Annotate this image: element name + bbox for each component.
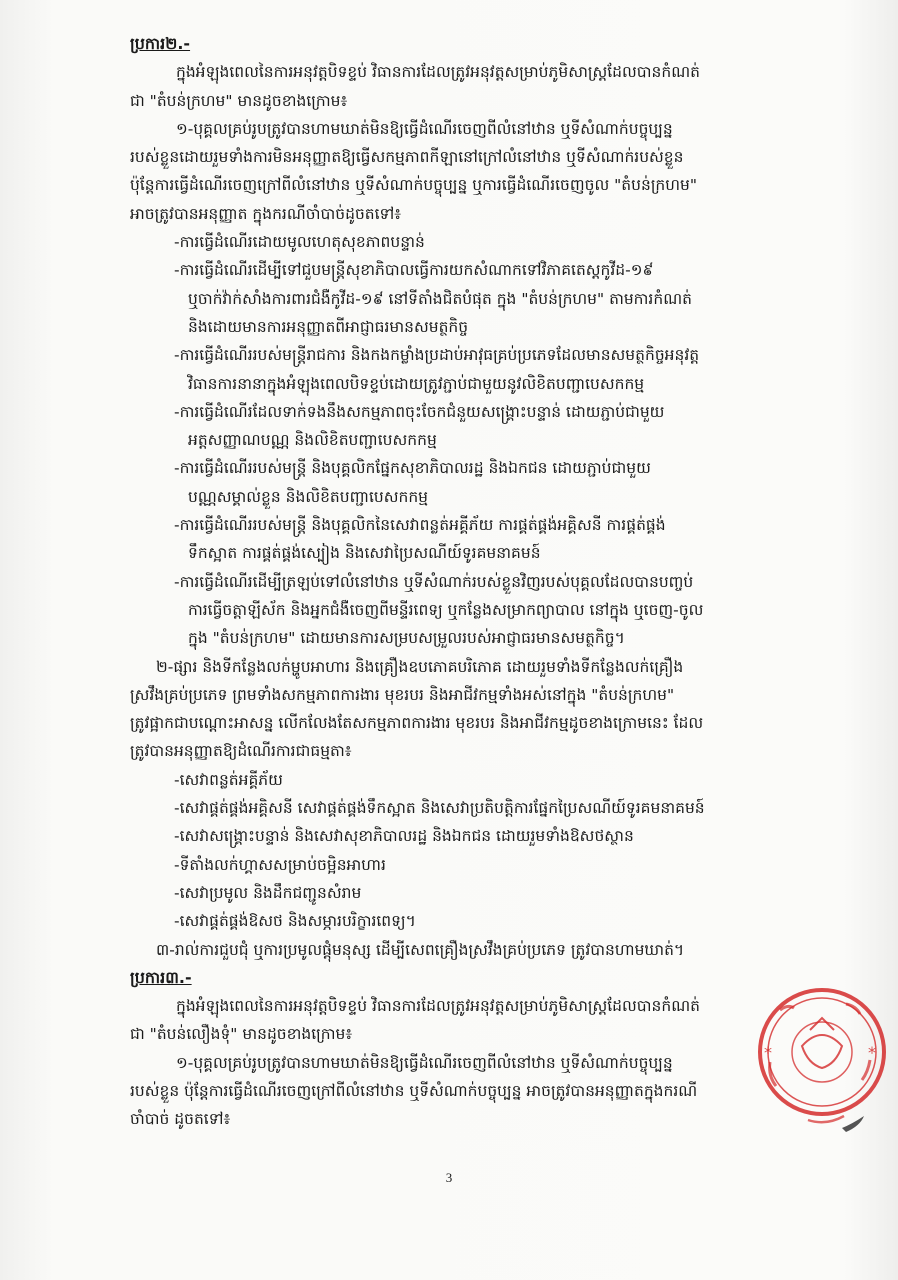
paragraph-line: អាចត្រូវបានអនុញ្ញាត ក្នុងករណីចាំបាច់ដូចតទៅ៖ bbox=[130, 204, 402, 223]
list-item: -សេវាពន្លត់អគ្គីភ័យ bbox=[174, 770, 283, 789]
paragraph-line: ១-បុគ្គលគ្រប់រូបត្រូវបានហាមឃាត់មិនឱ្យធ្វើដំណើរចេញពីលំនៅឋាន ឬទីសំណាក់បច្ចុប្បន្ន bbox=[176, 119, 673, 138]
list-item: -សេវាផ្គត់ផ្គង់ឱសថ និងសម្ភារបរិក្ខារពេទ្យ។ bbox=[174, 912, 416, 931]
paragraph-line: ប៉ុន្តែការធ្វើដំណើរចេញក្រៅពីលំនៅឋាន ឬទីសំណាក់បច្ចុប្បន្ន ឬការធ្វើដំណើរចេញចូល "តំបន់ក្រហម" bbox=[130, 176, 697, 195]
svg-text:*: * bbox=[764, 1043, 772, 1062]
list-item-continuation: វិធានការនានាក្នុងអំឡុងពេលបិទខ្ទប់ដោយត្រូវភ្ជាប់ជាមួយនូវលិខិតបញ្ជាបេសកកម្ម bbox=[188, 374, 645, 393]
list-item-continuation: បណ្ណសម្គាល់ខ្លួន និងលិខិតបញ្ជាបេសកកម្ម bbox=[188, 487, 429, 506]
document-body bbox=[130, 30, 842, 1134]
list-item-continuation: ការធ្វើចត្តាឡីស័ក និងអ្នកជំងឺចេញពីមន្ទីរពេទ្យ ឬកន្លែងសម្រាកព្យាបាល នៅក្នុង ឬចេញ-ចូល bbox=[188, 600, 704, 619]
official-seal-stamp bbox=[750, 970, 890, 1145]
article-2-heading: ប្រការ២.- bbox=[130, 34, 191, 53]
paragraph-line: ស្រវឹងគ្រប់ប្រភេទ ព្រមទាំងសកម្មភាពការងារ មុខរបរ និងអាជីវកម្មទាំងអស់នៅក្នុង "តំបន់ក្រហម" bbox=[130, 685, 675, 704]
list-item: -សេវាប្រមូល និងដឹកជញ្ជូនសំរាម bbox=[174, 883, 362, 902]
list-item-continuation: ទឹកស្អាត ការផ្គត់ផ្គង់ស្បៀង និងសេវាប្រៃសណីយ៍ទូរគមនាគមន៍ bbox=[188, 544, 541, 563]
list-item: -សេវាសង្គ្រោះបន្ទាន់ និងសេវាសុខាភិបាលរដ្ឋ និងឯកជន ដោយរួមទាំងឱសថស្ថាន bbox=[174, 827, 634, 846]
paragraph-line: ក្នុងអំឡុងពេលនៃការអនុវត្តបិទខ្ទប់ វិធានការដែលត្រូវអនុវត្តសម្រាប់ភូមិសាស្ត្រដែលបានកំណត់ bbox=[176, 63, 700, 82]
list-item-continuation: ក្នុង "តំបន់ក្រហម" ដោយមានការសម្របសម្រួលរបស់អាជ្ញាធរមានសមត្ថកិច្ច។ bbox=[188, 629, 625, 648]
page-number: 3 bbox=[445, 1170, 453, 1185]
paragraph-line: របស់ខ្លួន ប៉ុន្តែការធ្វើដំណើរចេញក្រៅពីលំនៅឋាន ឬទីសំណាក់បច្ចុប្បន្ន អាចត្រូវបានអនុញ្ញាតក្នុងករណី bbox=[130, 1081, 698, 1100]
paragraph-line: ក្នុងអំឡុងពេលនៃការអនុវត្តបិទខ្ទប់ វិធានការដែលត្រូវអនុវត្តសម្រាប់ភូមិសាស្ត្រដែលបានកំណត់ bbox=[176, 997, 700, 1016]
svg-text:*: * bbox=[868, 1043, 876, 1062]
paragraph-line: ២-ផ្សារ និងទីកន្លែងលក់ម្ហូបអាហារ និងគ្រឿងឧបភោគបរិភោគ ដោយរួមទាំងទីកន្លែងលក់គ្រឿង bbox=[156, 657, 684, 676]
list-item: -ការធ្វើដំណើររបស់មន្ត្រីរាជការ និងកងកម្លាំងប្រដាប់អាវុធគ្រប់ប្រភេទដែលមានសមត្ថកិច្ចអនុវត្ត bbox=[174, 346, 700, 365]
list-item: -ការធ្វើដំណើររបស់មន្ត្រី និងបុគ្គលិកផ្នែកសុខាភិបាលរដ្ឋ និងឯកជន ដោយភ្ជាប់ជាមួយ bbox=[174, 459, 651, 478]
list-item-continuation: និងដោយមានការអនុញ្ញាតពីអាជ្ញាធរមានសមត្ថកិច្ច bbox=[188, 317, 469, 336]
paragraph-line: ៣-រាល់ការជួបជុំ ឬការប្រមូលផ្ដុំមនុស្ស ដើម្បីសេពគ្រឿងស្រវឹងគ្រប់ប្រភេទ ត្រូវបានហាមឃាត់។ bbox=[156, 940, 685, 959]
list-item: -ការធ្វើដំណើររបស់មន្ត្រី និងបុគ្គលិកនៃសេវាពន្លត់អគ្គីភ័យ ការផ្គត់ផ្គង់អគ្គិសនី ការផ្គត់ផ្គង់ bbox=[174, 516, 666, 535]
list-item: -ការធ្វើដំណើរដើម្បីត្រឡប់ទៅលំនៅឋាន ឬទីសំណាក់របស់ខ្លួនវិញរបស់បុគ្គលដែលបានបញ្ចប់ bbox=[174, 572, 694, 591]
paragraph-line: ចាំបាច់ ដូចតទៅ៖ bbox=[130, 1110, 231, 1129]
paragraph-line: ជា "តំបន់ក្រហម" មានដូចខាងក្រោម៖ bbox=[130, 91, 348, 110]
list-item: -ការធ្វើដំណើរដែលទាក់ទងនឹងសកម្មភាពចុះចែកជំនួយសង្គ្រោះបន្ទាន់ ដោយភ្ជាប់ជាមួយ bbox=[174, 402, 665, 421]
list-item-continuation: អត្តសញ្ញាណបណ្ណ និងលិខិតបញ្ជាបេសកកម្ម bbox=[188, 431, 437, 450]
article-3-heading: ប្រការ៣.- bbox=[130, 967, 192, 987]
list-item-continuation: ឬចាក់វ៉ាក់សាំងការពារជំងឺកូវីដ-១៩ នៅទីតាំងជិតបំផុត ក្នុង "តំបន់ក្រហម" តាមការកំណត់ bbox=[188, 289, 692, 308]
paragraph-line: ត្រូវផ្អាកជាបណ្ដោះអាសន្ន លើកលែងតែសកម្មភាពការងារ មុខរបរ និងអាជីវកម្មដូចខាងក្រោមនេះ ដែល bbox=[130, 714, 704, 733]
paragraph-line: ១-បុគ្គលគ្រប់រូបត្រូវបានហាមឃាត់មិនឱ្យធ្វើដំណើរចេញពីលំនៅឋាន ឬទីសំណាក់បច្ចុប្បន្ន bbox=[176, 1053, 673, 1072]
list-item: -សេវាផ្គត់ផ្គង់អគ្គិសនី សេវាផ្គត់ផ្គង់ទឹកស្អាត និងសេវាប្រតិបត្តិការផ្នែកប្រៃសណីយ៍ទូរគមនាគមន៍ bbox=[174, 799, 705, 818]
list-item: -ទីតាំងលក់ហ្គាសសម្រាប់ចម្អិនអាហារ bbox=[174, 855, 386, 874]
list-item: -ការធ្វើដំណើរដោយមូលហេតុសុខភាពបន្ទាន់ bbox=[174, 233, 425, 252]
paragraph-line: របស់ខ្លួនដោយរួមទាំងការមិនអនុញ្ញាតឱ្យធ្វើសកម្មភាពកីឡានៅក្រៅលំនៅឋាន ឬទីសំណាក់របស់ខ្លួន bbox=[130, 148, 684, 167]
list-item: -ការធ្វើដំណើរដើម្បីទៅជួបមន្ត្រីសុខាភិបាលធ្វើការយកសំណាកទៅវិភាគតេស្តកូវីដ-១៩ bbox=[174, 261, 654, 280]
paragraph-line: ត្រូវបានអនុញ្ញាតឱ្យដំណើរការជាធម្មតា៖ bbox=[130, 742, 352, 761]
paragraph-line: ជា "តំបន់លឿងទុំ" មានដូចខាងក្រោម៖ bbox=[130, 1025, 353, 1044]
